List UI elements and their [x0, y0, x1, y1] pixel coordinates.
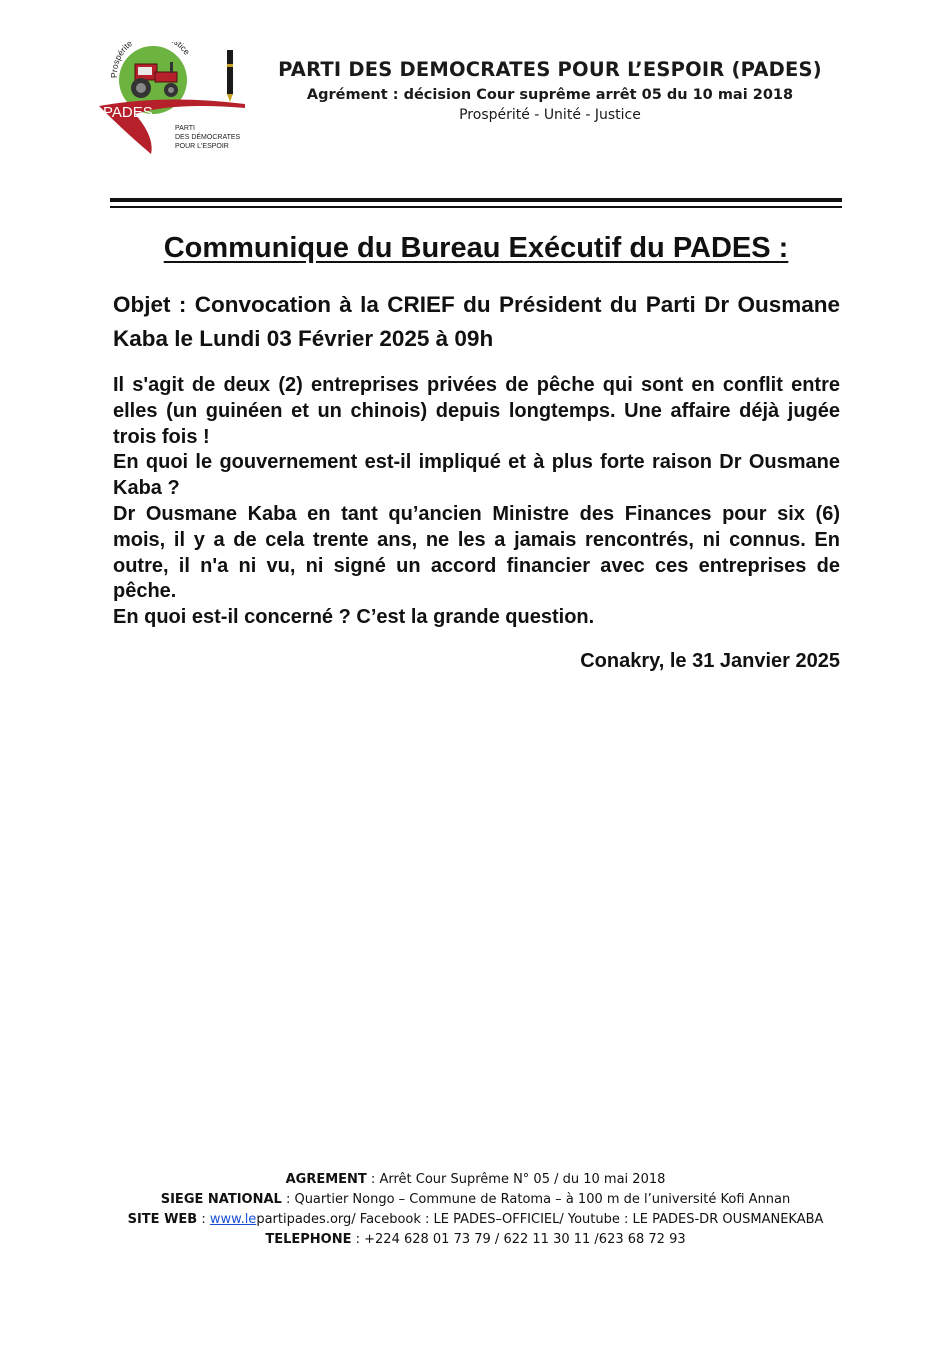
paragraph: En quoi le gouvernement est-il impliqué et à plus forte raison Dr Ousmane Kaba ? — [113, 451, 840, 500]
place-date-signature: Conakry, le 31 Janvier 2025 — [580, 650, 840, 672]
motto: Prospérité - Unité - Justice — [459, 107, 641, 123]
paragraph: Dr Ousmane Kaba en tant qu’ancien Ministre des Finances pour six (6) mois, il y a de cela trente ans, ne les a jamais rencontrés, ni connus. En outre, il n'a ni vu, ni signé un accord financier avec ces entreprises de pêche. — [113, 502, 840, 603]
pen-icon — [227, 50, 233, 102]
logo-arc-text: Prospérité tice — [108, 42, 193, 79]
footer-siege — [80, 1190, 871, 1210]
logo-name: PADES — [103, 104, 153, 121]
logo-sub1: PARTI — [175, 125, 195, 132]
agrement-line: Agrément : décision Cour suprême arrêt 05 du 10 mai 2018 — [306, 87, 794, 103]
footer-agrement — [80, 1170, 871, 1190]
footer-site-value: partipades.org/ Facebook : LE PADES–OFFICIEL/ Youtube : LE PADES-DR OUSMANEKABA — [256, 1212, 824, 1227]
footer — [80, 1170, 871, 1250]
footer-tel-label: TELEPHONE — [265, 1232, 352, 1247]
footer-agrement-label: AGREMENT — [285, 1172, 367, 1187]
logo-sub2: DES DÉMOCRATES — [175, 134, 241, 141]
letterhead — [250, 58, 850, 123]
website-link[interactable]: www.le — [209, 1212, 257, 1227]
footer-site-sep: : — [197, 1212, 210, 1227]
party-name: PARTI DES DEMOCRATES POUR L’ESPOIR (PADES) — [278, 58, 822, 81]
footer-tel-value: : +224 628 01 73 79 / 622 11 30 11 /623 68 72 93 — [351, 1232, 686, 1247]
pades-logo — [95, 42, 265, 157]
pades-logo-graphic — [95, 42, 265, 157]
footer-agrement-value: : Arrêt Cour Suprême N° 05 / du 10 mai 2018 — [366, 1172, 666, 1187]
objet-line: Objet : Convocation à la CRIEF du Président du Parti Dr Ousmane Kaba le Lundi 03 Février 2025 à 09h — [113, 292, 840, 351]
communique-body — [113, 373, 840, 631]
communique-title: Communique du Bureau Exécutif du PADES : — [163, 232, 789, 264]
footer-telephone — [80, 1230, 871, 1250]
footer-site — [80, 1210, 871, 1230]
paragraph: Il s'agit de deux (2) entreprises privées de pêche qui sont en conflit entre elles (un guinéen et un chinois) depuis longtemps. Une affaire déjà jugée trois fois ! — [113, 374, 840, 448]
header-divider-thick — [110, 198, 842, 202]
paragraph: En quoi est-il concerné ? C’est la grande question. — [113, 606, 595, 629]
logo-sub3: POUR L'ESPOIR — [175, 143, 229, 150]
footer-siege-label: SIEGE NATIONAL — [160, 1192, 282, 1207]
footer-site-label: SITE WEB — [127, 1212, 198, 1227]
footer-siege-value: : Quartier Nongo – Commune de Ratoma – à 100 m de l’université Kofi Annan — [281, 1192, 791, 1207]
header-divider-thin — [110, 206, 842, 208]
